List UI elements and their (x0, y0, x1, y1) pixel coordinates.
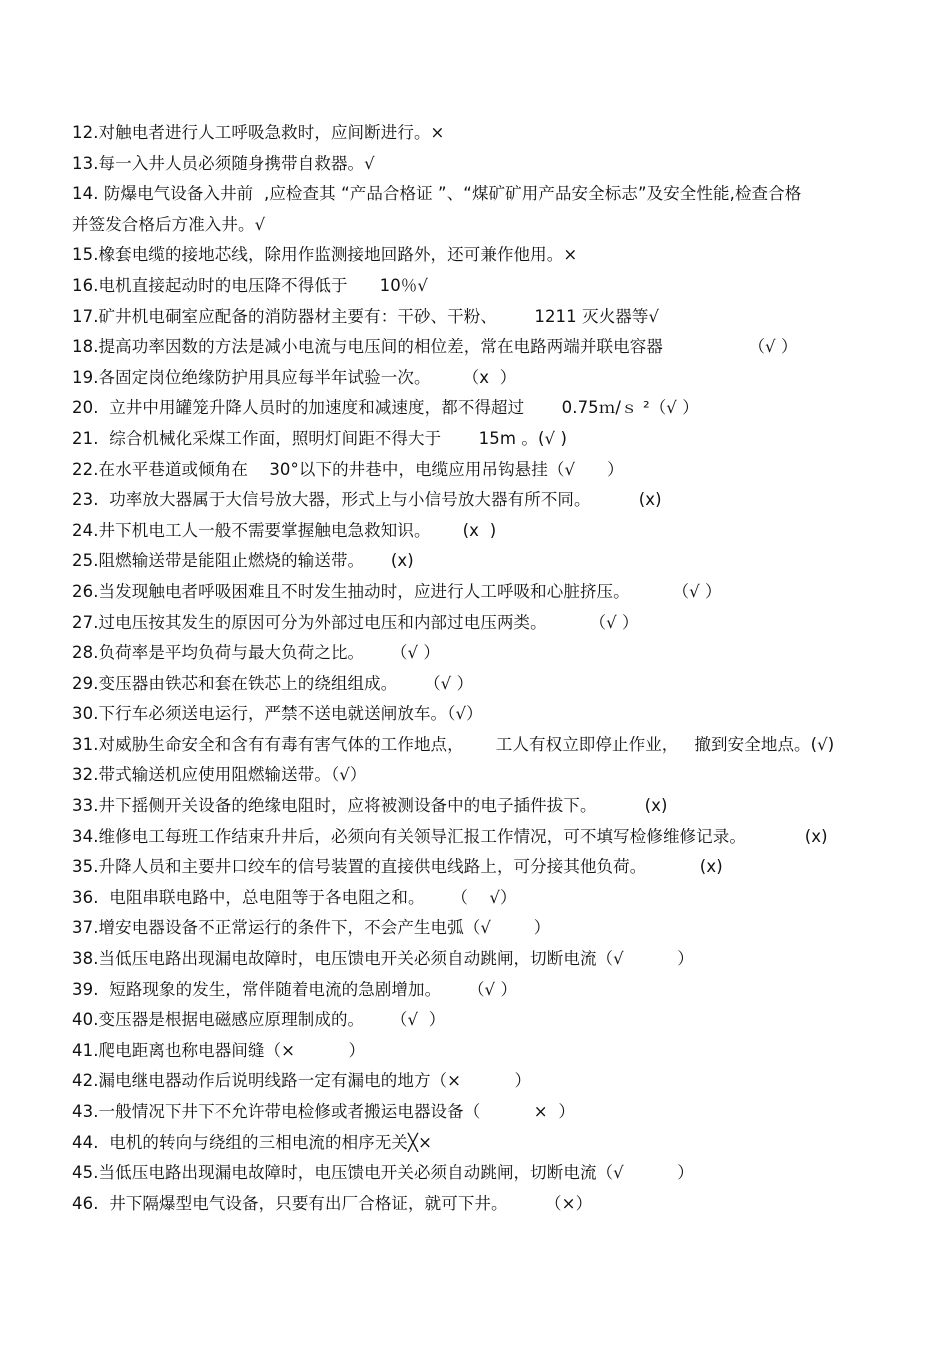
text-line: 13.每一入井人员必须随身携带自救器。√ (72, 153, 375, 173)
text-line: 36. 电阻串联电路中，总电阻等于各电阻之和。 （ √） (72, 887, 517, 907)
text-line: 12.对触电者进行人工呼吸急救时，应间断进行。× (72, 123, 445, 142)
text-line: 39. 短路现象的发生，常伴随着电流的急剧增加。 （√ ） (72, 979, 518, 999)
text-line: 21. 综合机械化采煤工作面，照明灯间距不得大于 15m 。(√ ) (72, 428, 567, 448)
text-line: 27.过电压按其发生的原因可分为外部过电压和内部过电压两类。 （√ ） (72, 612, 639, 632)
text-line: 34.维修电工每班工作结束升井后，必须向有关领导汇报工作情况，可不填写检修维修记录。 (x) (72, 826, 828, 846)
text-line: 19.各固定岗位绝缘防护用具应每半年试验一次。 （x ） (72, 367, 517, 387)
text-line: 44. 电机的转向与绕组的三相电流的相序无关╳× (72, 1132, 432, 1152)
text-line: 16.电机直接起动时的电压降不得低于 10％√ (72, 275, 429, 295)
text-line: 22.在水平巷道或倾角在 30°以下的井巷中，电缆应用吊钩悬挂（√ ） (72, 459, 624, 479)
text-line: 23. 功率放大器属于大信号放大器，形式上与小信号放大器有所不同。 (x) (72, 490, 662, 510)
text-line: 29.变压器由铁芯和套在铁芯上的绕组组成。 （√ ） (72, 673, 474, 693)
text-line: 38.当低压电路出现漏电故障时，电压馈电开关必须自动跳闸，切断电流（√ ） (72, 949, 694, 969)
text-line: 32.带式输送机应使用阻燃输送带。（√） (72, 765, 367, 785)
text-line: 28.负荷率是平均负荷与最大负荷之比。 （√ ） (72, 643, 441, 663)
text-line: 45.当低压电路出现漏电故障时，电压馈电开关必须自动跳闸，切断电流（√ ） (72, 1163, 694, 1183)
text-line: 30.下行车必须送电运行，严禁不送电就送闸放车。（√） (72, 704, 483, 724)
text-line: 33.井下摇侧开关设备的绝缘电阻时，应将被测设备中的电子插件拔下。 (x) (72, 796, 668, 816)
text-line: 17.矿井机电硐室应配备的消防器材主要有：干砂、干粉、 1211 灭火器等√ (72, 306, 660, 326)
text-line: 46. 井下隔爆型电气设备，只要有出厂合格证，就可下井。 （×） (72, 1193, 593, 1213)
text-line: 43.一般情况下井下不允许带电检修或者搬运电器设备（ × ） (72, 1102, 576, 1121)
text-line: 35.升降人员和主要井口绞车的信号装置的直接供电线路上，可分接其他负荷。 (x) (72, 857, 723, 877)
text-line: 26.当发现触电者呼吸困难且不时发生抽动时，应进行人工呼吸和心脏挤压。 （√ ） (72, 581, 722, 601)
text-line: 18.提高功率因数的方法是减小电流与电压间的相位差，常在电路两端并联电容器 （√ ） (72, 337, 798, 357)
text-line: 24.井下机电工人一般不需要掌握触电急救知识。 (x ) (72, 520, 497, 540)
text-line: 41.爬电距离也称电器间缝（× ） (72, 1040, 366, 1060)
text-line: 并签发合格后方准入井。√ (72, 214, 266, 234)
text-line: 40.变压器是根据电磁感应原理制成的。 （√ ） (72, 1010, 446, 1030)
text-line: 31.对威胁生命安全和含有有毒有害气体的工作地点， 工人有权立即停止作业， 撤到安全地点。(√) (72, 734, 835, 754)
text-line: 42.漏电继电器动作后说明线路一定有漏电的地方（× ） (72, 1071, 532, 1091)
text-line: 25.阻燃输送带是能阻止燃烧的输送带。 (x) (72, 551, 414, 571)
text-line: 15.橡套电缆的接地芯线，除用作监测接地回路外，还可兼作他用。× (72, 245, 578, 265)
text-line: 20. 立井中用罐笼升降人员时的加速度和减速度，都不得超过 0.75ｍ/ｓ ²（√ ） (72, 398, 699, 418)
question-list (72, 118, 902, 1219)
text-line: 37.增安电器设备不正常运行的条件下，不会产生电弧（√ ） (72, 918, 551, 938)
text-line: 14. 防爆电气设备入井前 ,应检查其 “产品合格证 ”、“煤矿矿用产品安全标志”及安全性能,检查合格 (72, 184, 802, 204)
